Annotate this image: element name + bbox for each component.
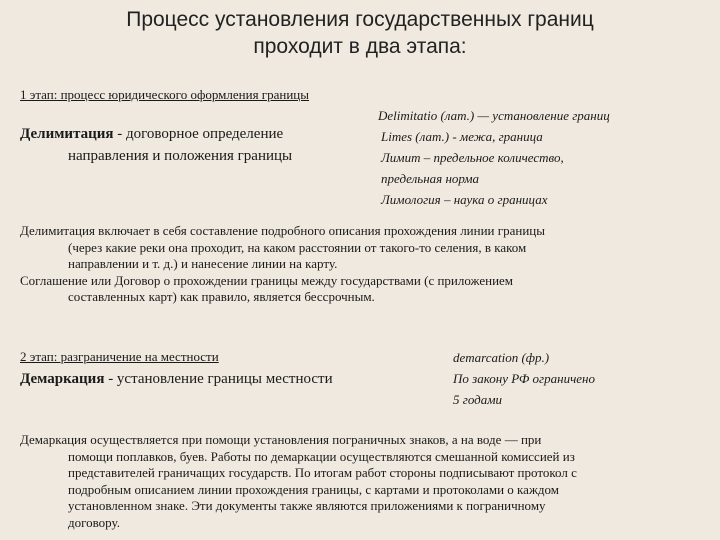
stage1-definition-line-1 [20, 123, 283, 145]
paragraph-line: (через какие реки она проходит, на каком расстоянии от такого-то селения, в каком [68, 239, 527, 255]
paragraph-line: Демаркация осуществляется при помощи установления пограничных знаков, а на воде — при [20, 432, 542, 447]
stage1-definition-line-2: направления и положения границы [68, 148, 293, 164]
paragraph-line: подробным описанием линии прохождения границы, с картами и протоколами о каждом [68, 481, 560, 497]
stage2-heading: 2 этап: разграничение на местности [20, 349, 219, 364]
stage2-note: По закону РФ ограничено [453, 371, 596, 386]
paragraph-delimitation [20, 223, 545, 306]
stage2-definition [20, 368, 333, 390]
stage1-note: Delimitatio (лат.) — установление границ [378, 108, 610, 123]
stage1-note: Limes (лат.) - межа, граница [381, 129, 543, 144]
paragraph-line: представителей граничащих государств. По итогам работ стороны подписывают протокол с [68, 465, 577, 481]
paragraph-line: помощи поплавков, буев. Работы по демаркации осуществляются смешанной комиссией из [68, 448, 575, 464]
stage1-term: Делимитация [20, 126, 114, 142]
paragraph-line: договору. [68, 514, 120, 530]
paragraph-line: установленном знаке. Эти документы также являются приложениями к пограничному [68, 498, 546, 514]
stage2-term: Демаркация [20, 371, 105, 387]
stage1-definition-text: - договорное определение [113, 126, 284, 142]
paragraph-line: Соглашение или Договор о прохождении границы между государствами (с приложением [20, 272, 514, 288]
slide-title [60, 6, 660, 60]
stage2-note: demarcation (фр.) [453, 350, 550, 365]
paragraph-demarcation [20, 432, 577, 532]
stage2-note: 5 годами [453, 392, 503, 407]
stage1-note: предельная норма [381, 171, 480, 186]
stage2-notes [453, 347, 595, 410]
stage2-definition-text: - установление границы местности [104, 371, 333, 387]
slide-title-line-2: проходит в два этапа: [253, 35, 467, 58]
paragraph-line: составленных карт) как правило, является бессрочным. [68, 289, 375, 305]
stage1-note: Лимит – предельное количество, [381, 150, 564, 165]
paragraph-line: направлении и т. д.) и нанесение линии на карту. [68, 256, 338, 272]
stage1-notes [378, 105, 610, 210]
stage1-heading: 1 этап: процесс юридического оформления границы [20, 87, 310, 102]
paragraph-line: Делимитация включает в себя составление подробного описания прохождения линии границы [20, 223, 545, 238]
slide-title-line-1: Процесс установления государственных границ [126, 8, 594, 31]
stage1-note: Лимология – наука о границах [381, 192, 548, 207]
